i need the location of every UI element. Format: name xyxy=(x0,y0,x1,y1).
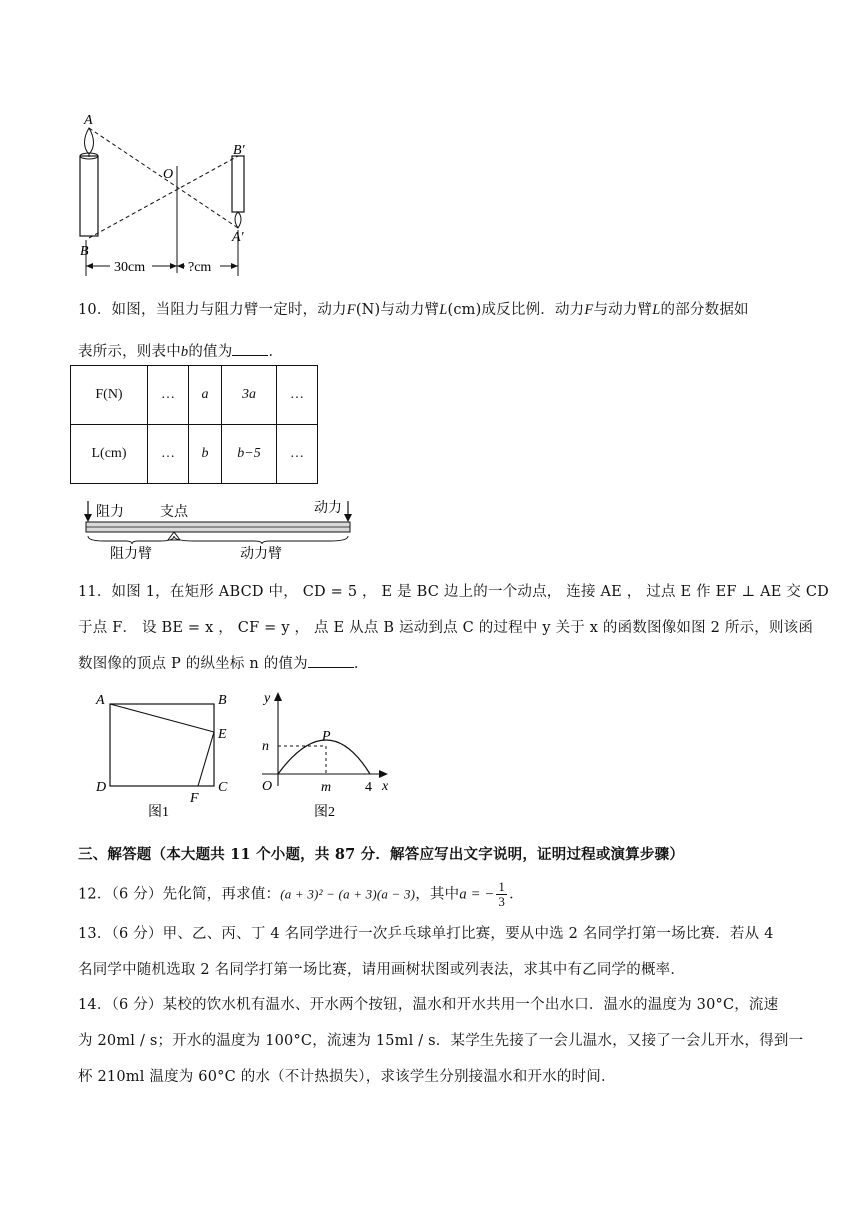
lever-resist-arm: 阻力臂 xyxy=(110,547,152,562)
lever-resist: 阻力 xyxy=(96,505,124,520)
fig2-n: n xyxy=(262,739,269,754)
q11-line2: 于点 F． 设 BE = x ， CF = y ， 点 E 从点 B 运动到点 C 的过程中 y 关于 x 的函数图像如图 2 所示，则该函 xyxy=(78,620,814,636)
q11-line3: 数图像的顶点 P 的纵坐标 n 的值为 ． xyxy=(78,656,369,672)
parabola-curve xyxy=(278,740,370,774)
left-flame xyxy=(85,128,94,154)
q13-line2: 名同学中随机选取 2 名同学打第一场比赛，请用画树状图或列表法，求其中有乙同学的概率． xyxy=(78,962,686,978)
fig1-F: F xyxy=(190,791,199,806)
q10-line2: 表所示，则表中b的值为 ． xyxy=(78,344,284,360)
fig1-E: E xyxy=(218,727,227,742)
table-cell: b−5 xyxy=(222,425,277,484)
q14-line1: 14．（6 分）某校的饮水机有温水、开水两个按钮，温水和开水共用一个出水口．温水的温度为 30°C，流速 xyxy=(78,997,779,1013)
label-B: B xyxy=(80,244,89,259)
figure2-graph xyxy=(256,688,396,824)
table-cell: a xyxy=(189,366,222,425)
fig1-D: D xyxy=(96,780,107,795)
right-candle xyxy=(232,156,244,212)
q10-line1: 10．如图，当阻力与阻力臂一定时，动力F(N)与动力臂L(cm)成反比例．动力F与动力臂L的部分数据如 xyxy=(78,302,749,318)
lever-effort-arm: 动力臂 xyxy=(240,547,282,562)
fig2-caption: 图2 xyxy=(314,805,335,820)
table-row xyxy=(71,366,318,425)
q13-line1: 13．（6 分）甲、乙、丙、丁 4 名同学进行一次乒乓球单打比赛，要从中选 2 名同学打第一场比赛．若从 4 xyxy=(78,926,774,942)
lever-effort: 动力 xyxy=(314,501,342,516)
label-B-prime: B′ xyxy=(233,143,245,158)
table-cell: F(N) xyxy=(71,366,148,425)
fig2-four: 4 xyxy=(365,780,372,795)
right-flame xyxy=(235,212,241,228)
q14-line2: 为 20ml / s；开水的温度为 100°C，流速为 15ml / s．某学生先接了一会儿温水，又接了一会儿开水，得到一 xyxy=(78,1033,804,1049)
lever-figure xyxy=(74,498,364,564)
fig1-caption: 图1 xyxy=(148,805,169,820)
lever-fulcrum: 支点 xyxy=(160,505,188,520)
answer-blank xyxy=(308,655,354,668)
force-table xyxy=(70,365,318,484)
dim-left: 30cm xyxy=(114,260,146,275)
fig2-m: m xyxy=(321,780,332,795)
label-A-prime: A′ xyxy=(232,230,244,245)
section3-heading: 三、解答题（本大题共 11 个小题，共 87 分．解答应写出文字说明，证明过程或演算步骤） xyxy=(78,846,685,863)
fig2-P: P xyxy=(322,729,331,744)
fig2-O: O xyxy=(262,779,273,794)
candle-pinhole-figure xyxy=(70,108,260,280)
fig2-y: y xyxy=(264,691,271,706)
fig1-B: B xyxy=(218,693,227,708)
left-candle xyxy=(80,156,98,236)
figure1-rectangle xyxy=(90,688,240,824)
fig1-C: C xyxy=(218,780,228,795)
label-A: A xyxy=(84,113,93,128)
table-cell: L(cm) xyxy=(71,425,148,484)
table-cell: … xyxy=(148,366,189,425)
q14-line3: 杯 210ml 温度为 60°C 的水（不计热损失），求该学生分别接温水和开水的时间． xyxy=(78,1069,616,1085)
table-cell: … xyxy=(277,366,318,425)
fraction: $\frac{1}{3}$ xyxy=(498,879,506,909)
fig1-A: A xyxy=(96,693,105,708)
dim-right: ?cm xyxy=(188,260,212,275)
q11-line1: 11．如图 1，在矩形 ABCD 中， CD = 5 ， E 是 BC 边上的一个动点， 连接 AE ， 过点 E 作 EF ⊥ AE 交 CD xyxy=(78,584,829,600)
table-cell: … xyxy=(277,425,318,484)
label-O: O xyxy=(163,167,174,182)
table-cell: … xyxy=(148,425,189,484)
table-cell: 3a xyxy=(222,366,277,425)
answer-blank xyxy=(232,343,268,356)
table-row xyxy=(71,425,318,484)
q12-line: 12．（6 分）先化简，再求值：(a + 3)² − (a + 3)(a − 3)，其中a = − $\frac{1}{3}$ ． xyxy=(78,879,524,909)
fig2-x: x xyxy=(382,779,389,794)
table-cell: b xyxy=(189,425,222,484)
